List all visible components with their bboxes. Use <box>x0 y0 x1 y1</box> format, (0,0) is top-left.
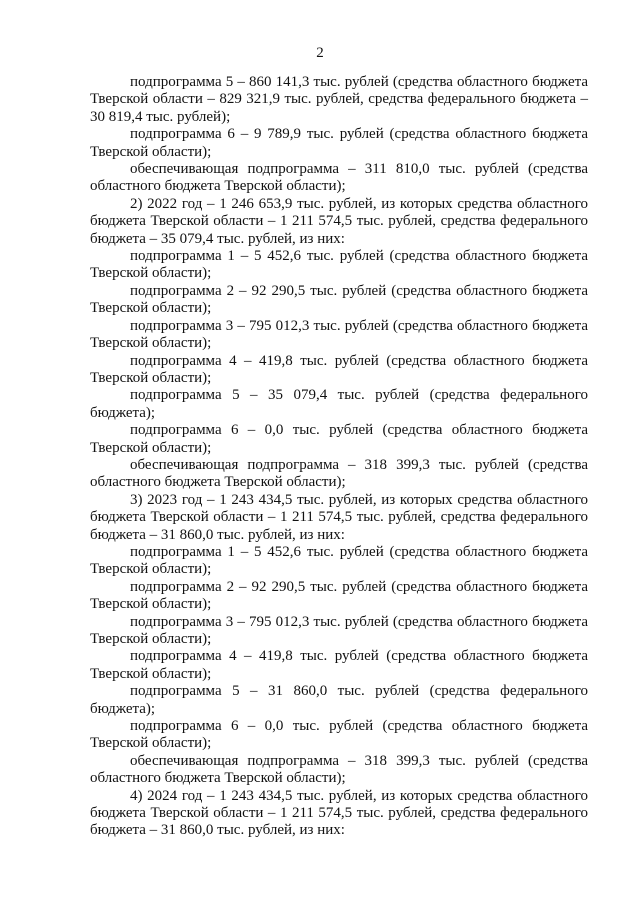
paragraph: 3) 2023 год – 1 243 434,5 тыс. рублей, из которых средства областного бюджета Тверской области – 1 211 574,5 тыс. рублей, средства федерального бюджета – 31 860,0 тыс. рублей, из них: <box>90 491 588 543</box>
paragraph: подпрограмма 4 – 419,8 тыс. рублей (средства областного бюджета Тверской области); <box>90 352 588 386</box>
paragraph: подпрограмма 2 – 92 290,5 тыс. рублей (средства областного бюджета Тверской области); <box>90 578 588 613</box>
paragraph: подпрограмма 4 – 419,8 тыс. рублей (средства областного бюджета Тверской области); <box>90 648 588 682</box>
paragraph: подпрограмма 2 – 92 290,5 тыс. рублей (средства областного бюджета Тверской области); <box>90 282 588 317</box>
paragraph: подпрограмма 1 – 5 452,6 тыс. рублей (средства областного бюджета Тверской области); <box>90 248 588 282</box>
paragraph: обеспечивающая подпрограмма – 311 810,0 тыс. рублей (средства областного бюджета Тверской области); <box>90 161 588 195</box>
page-number: 2 <box>316 45 324 61</box>
paragraph: подпрограмма 3 – 795 012,3 тыс. рублей (средства областного бюджета Тверской области); <box>90 317 588 352</box>
paragraph: подпрограмма 6 – 9 789,9 тыс. рублей (средства областного бюджета Тверской области); <box>90 126 588 160</box>
paragraph: подпрограмма 3 – 795 012,3 тыс. рублей (средства областного бюджета Тверской области); <box>90 613 588 647</box>
paragraph: обеспечивающая подпрограмма – 318 399,3 тыс. рублей (средства областного бюджета Тверской области); <box>90 752 588 787</box>
paragraph: подпрограмма 5 – 860 141,3 тыс. рублей (средства областного бюджета Тверской области – 829 321,9 тыс. рублей, средства федерального бюджета – 30 819,4 тыс. рублей); <box>90 74 588 125</box>
document-body <box>90 74 588 840</box>
paragraph: подпрограмма 6 – 0,0 тыс. рублей (средства областного бюджета Тверской области); <box>90 718 588 752</box>
paragraph: 2) 2022 год – 1 246 653,9 тыс. рублей, из которых средства областного бюджета Тверской области – 1 211 574,5 тыс. рублей, средства федерального бюджета – 35 079,4 тыс. рублей, из них: <box>90 195 588 247</box>
paragraph: подпрограмма 5 – 31 860,0 тыс. рублей (средства федерального бюджета); <box>90 683 588 717</box>
paragraph: 4) 2024 год – 1 243 434,5 тыс. рублей, из которых средства областного бюджета Тверской области – 1 211 574,5 тыс. рублей, средства федерального бюджета – 31 860,0 тыс. рублей, из них: <box>90 787 588 839</box>
paragraph: подпрограмма 5 – 35 079,4 тыс. рублей (средства федерального бюджета); <box>90 387 588 421</box>
paragraph: подпрограмма 1 – 5 452,6 тыс. рублей (средства областного бюджета Тверской области); <box>90 543 588 578</box>
paragraph: подпрограмма 6 – 0,0 тыс. рублей (средства областного бюджета Тверской области); <box>90 422 588 456</box>
paragraph: обеспечивающая подпрограмма – 318 399,3 тыс. рублей (средства областного бюджета Тверской области); <box>90 456 588 491</box>
